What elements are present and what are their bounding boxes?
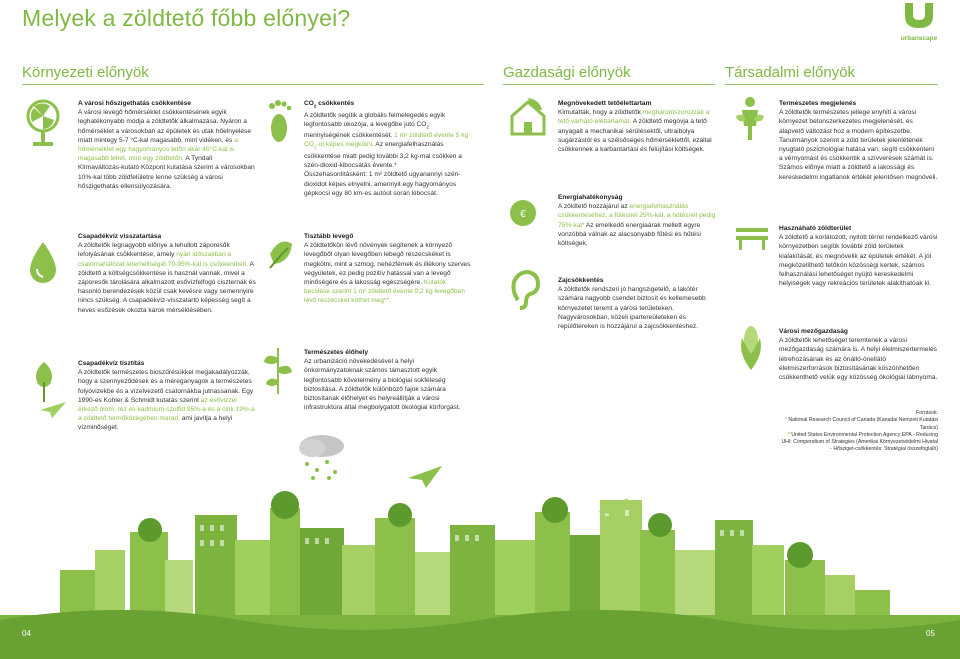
sources-label: Források:: [916, 410, 938, 416]
block-heading: A városi hőszigethatás csökkentése: [78, 100, 191, 107]
block-heading: Városi mezőgazdaság: [779, 328, 848, 335]
block-text: A zöldtetők lehetőséget teremtenek a városi mezőgazdaság számára is. A helyi élelmiszertermelés létrehozásának és az önálló-önellátó élelmiszerforrások biztosításának köszönhetően csökkenthető velük egy közösség ökológiai lábnyoma.: [779, 337, 938, 382]
block-heading: Természetes élőhely: [304, 349, 369, 356]
block-highlight: a hőmérséklet egy hagyományos tetőn akár 40°C-kal is magasabb lehet, mint egy zöldtetőn.: [78, 136, 238, 163]
block-text: A zöldtető megóvja a tető anyagait a mechanikai sérülésektől, ultraibolya sugárzástól és a szélsőséges hőmérséklettől, ezáltal csökkennek a karbantartási és felújítási költségek.: [558, 118, 712, 154]
urban-farming-block: [779, 327, 939, 382]
block-heading: Csapadékvíz tisztítás: [78, 360, 145, 367]
fan-icon: [24, 98, 62, 148]
co2-reduction-block: $CO_2$ csökkentés A zöldtetők segítik a globális felmelegedés egyik legfontosabb okozója, a levegőbe jutó $CO_2$ mennyiségének csökkentését. 1 m² zöldtető évente 5 kg $CO_2-ot$ képes megkötni. Az energiafelhasználás csökkentése miatt pedig további 3,2 kg-mal csökken a szén-dioxid-kibocsátás évente.* Összehasonlításként: 1 m² zöldtető ugyanannyi szén-dioxidot képes elnyelni, amennyit egy hagyományos gépkocsi egy 80 km-es autóút során kibocsát.: [304, 99, 474, 198]
roof-lifespan-block: [558, 99, 718, 154]
block-highlight: nyári időszakban a csatornahálózat leterheltségét 70-95%-kal is csökkentheti.: [78, 251, 249, 268]
bench-icon: [734, 222, 770, 250]
block-text: A zöldtetők legnagyobb előnye a lehullott záporesők lefolyásának csökkentése, amely: [78, 242, 230, 259]
block-heading: Hasznáható zöldterület: [779, 225, 852, 232]
page-title: Melyek a zöldtető főbb előnyei?: [22, 5, 351, 31]
ear-icon: [510, 270, 540, 310]
section-heading-social: Társadalmi előnyök: [725, 64, 856, 81]
birds-icon: [262, 348, 294, 394]
block-text: Összehasonlításként: 1 m² zöldtető ugyanannyi szén-dioxidot képes elnyelni, amennyit egy hagyományos gépkocsi egy 80 km-es autóút során kibocsát.: [304, 171, 461, 197]
natural-habitat-block: [304, 348, 474, 412]
block-heading: Csapadékvíz visszatartása: [78, 233, 162, 240]
paper-plane-icon: [40, 402, 66, 418]
source-2: **United States Environmental Protection Agency EPA - Reducing UHI: Compendium of Strategies (Amerikai Környezetvédelmi Hivatal - Hősziget-csökkentés: Stratégiai összefoglaló): [781, 431, 938, 453]
block-highlight: energiafelhasználás csökkentéséhez, a fűtésnél 25%-kal, a hűtésnél pedig 75%-kal*: [558, 203, 716, 229]
logo-text: urbanscape: [900, 35, 938, 42]
svg-text:€: €: [520, 209, 526, 220]
block-text: A zöldtető a költségcsökkentése is használ vannak, mivel a záporesők tárolására alkalmazott esővízfelfogó ciszternák és hasonló berendezések közül csak kevésre vagy semennyire nincs szükség. A csapadékvíz-visszatartó képesség segít a heves esőzések okozta károk mérséklésében.: [78, 260, 256, 314]
block-heading: Természetes megjelenés: [779, 100, 857, 107]
city-skyline-icon: [0, 420, 960, 659]
person-leaf-icon: [734, 96, 766, 140]
block-highlight: meghároms​zorozzák a tető várható élettartamát.: [558, 109, 710, 126]
section-divider: [22, 84, 484, 85]
stormwater-retention-block: [78, 232, 256, 315]
block-heading: Zajcsökkentés: [558, 277, 604, 284]
house-leaf-icon: [508, 98, 548, 138]
block-text: A zöldtetők természetes jellege enyhíti a városi környezet betonszerkezetes megjelenését, és alapvető változást hoz a modern építészetbe. Tanulmányok szerint a zöld területek jelenlétének nyugtató pszichológiai hatása van, segíti csökkenteni a vérnyomást és csökkentik a szívverések számát is. Számos előnye miatt a zöldtető a lakossági és kereskedelmi ingatlanok értékét jelentősen megnöveli.: [779, 109, 938, 181]
usable-green-space-block: [779, 224, 939, 288]
natural-appearance-block: [779, 99, 939, 182]
block-text: Az urbanizáció növekedésével a helyi önkormányzatoknak számos támasztott egyik legfontosabb követelmény a biológiai sokféleség biztosítása. A zöldtetők különböző fajok számára biztosítanak élőhelyet és helyreállítják a városi infrastruktúra által megbolygatott ökológiai körforgást.: [304, 358, 461, 412]
block-text: A zöldtetők rendszeri jó hangszigetelő, a lakótér számára nagyobb csendet biztosít és kellemesebb környezetet teremt a városi területeken. Nagyvárosokban, közeli ipartereületeken és repülőtereken is hozzájárul a zajcsökkentéshez.: [558, 286, 706, 331]
rain-cloud-icon: [295, 432, 349, 482]
block-text: A zöldtető hozzájárul az: [558, 203, 630, 211]
urbanscape-logo-icon: [902, 3, 936, 29]
block-highlight: 1 m² zöldtető évente 5 kg $CO_2-ot$ képes megkötni.: [304, 132, 469, 150]
block-heading: Tisztább levegő: [304, 233, 354, 240]
block-highlight: Kutatók becslése szerint 1 m² zöldtető évente 0,2 kg levegőben lévő részecskét köthet meg**.: [304, 279, 465, 305]
brand-logo: [898, 3, 940, 42]
block-highlight: az esővizzel érkező ólom, réz és kadmium-szulfid 95%-a és a cink 19%-a a zöldtető termőközegében marad,: [78, 396, 255, 423]
block-text: Az emelkedő energiaárak mellett egyre vonzóbbá válnak az alacsonyabb fűtési és hűtési költségek.: [558, 221, 701, 248]
block-text: A zöldtetők segítik a globális felmelegedés egyik legfontosabb okozója, a levegőbe jutó CO: [304, 111, 446, 128]
block-text: A zöldtető a korlátozott, nyitott térrel rendelkező városi környezetben segítik további zöld területek kialakítását, és megnövelik az épületek értékét. A jól megközelíthető tetőkön közösségi kertek, számos felhasználási lehetőséget nyújtó kereskedelmi helyiségek vagy rekreációs területek alakíthatóak ki.: [779, 234, 938, 288]
cleaner-air-block: [304, 232, 474, 306]
section-heading-environmental: Környezeti előnyök: [22, 64, 149, 81]
house-leaf-icon: [266, 240, 294, 272]
section-divider: [725, 84, 938, 85]
block-text: Kimutatták, hogy a zöldtetők: [558, 109, 643, 117]
block-text: ami javítja a helyi vízminőséget.: [78, 415, 233, 432]
drop-icon: [30, 242, 56, 284]
noise-reduction-block: [558, 276, 718, 331]
section-divider: [503, 84, 715, 85]
heat-island-block: [78, 99, 256, 191]
paper-plane-icon: [408, 466, 442, 488]
source-1: * National Research Council of Canada (Kanadai Nemzeti Kutatási Tanács): [784, 417, 938, 431]
energy-efficiency-block: [558, 193, 718, 248]
block-text: A zöldtetők természetes bioszűrésükkel megakadályozzák, hogy a szennyeződések és a méreganyagok a természetes folyóvizekbe és a vízelvezető csatornákba jutnassanak. Egy 1990-es Kohler & Schmidt kutatás szerint: [78, 369, 254, 404]
stormwater-cleaning-block: [78, 359, 256, 433]
block-heading: Energiahatékonyság: [558, 194, 623, 201]
footprint-icon: [264, 98, 294, 146]
page-number-right: 05: [926, 629, 935, 638]
page-number-left: 04: [22, 629, 31, 638]
coin-icon: [508, 196, 538, 230]
section-heading-economic: Gazdasági előnyök: [503, 64, 631, 81]
block-text: A városi levegő hőmérséklet csökkentésének egyik leghatékonyabb módja a zöldtetők alkalmazása. Nyáron a hőmérséklet a városokban az épületek és utak hőelnyelése miatt mintegy 5-7 °C-kal magasabb, mint vidéken, és: [78, 109, 252, 144]
paper-plane-icon: [598, 498, 628, 524]
tree-icon: [30, 362, 58, 402]
block-text: Az energiafelhasználás csökkentése miatt pedig további 3,2 kg-mal csökken a szén-dioxid-kibocsátás évente.*: [304, 141, 462, 170]
block-text: A zöldtetőkön lévő növények segítenek a környező levegőből olyan levegőben lebegő részecskéket is megkötni, mint a szmog, nehézfémek és illékony szerves vegyületek, ez pedig pozitív hatással van a levegő minőségére és a lakosság egészségére.: [304, 242, 471, 287]
block-heading: Megnövekedett tetőélettartam: [558, 100, 652, 107]
sources-note: [780, 410, 938, 454]
block-text: A Tyndall Klímaváltozás-kutató Központ kutatása szerint a városokban 10%-kal több zöldfelületre lenne szükség a városi hőszigethatás ellensúlyozására.: [78, 155, 255, 190]
block-heading: $CO_2$ csökkentés: [304, 100, 355, 109]
corn-icon: [736, 324, 766, 370]
